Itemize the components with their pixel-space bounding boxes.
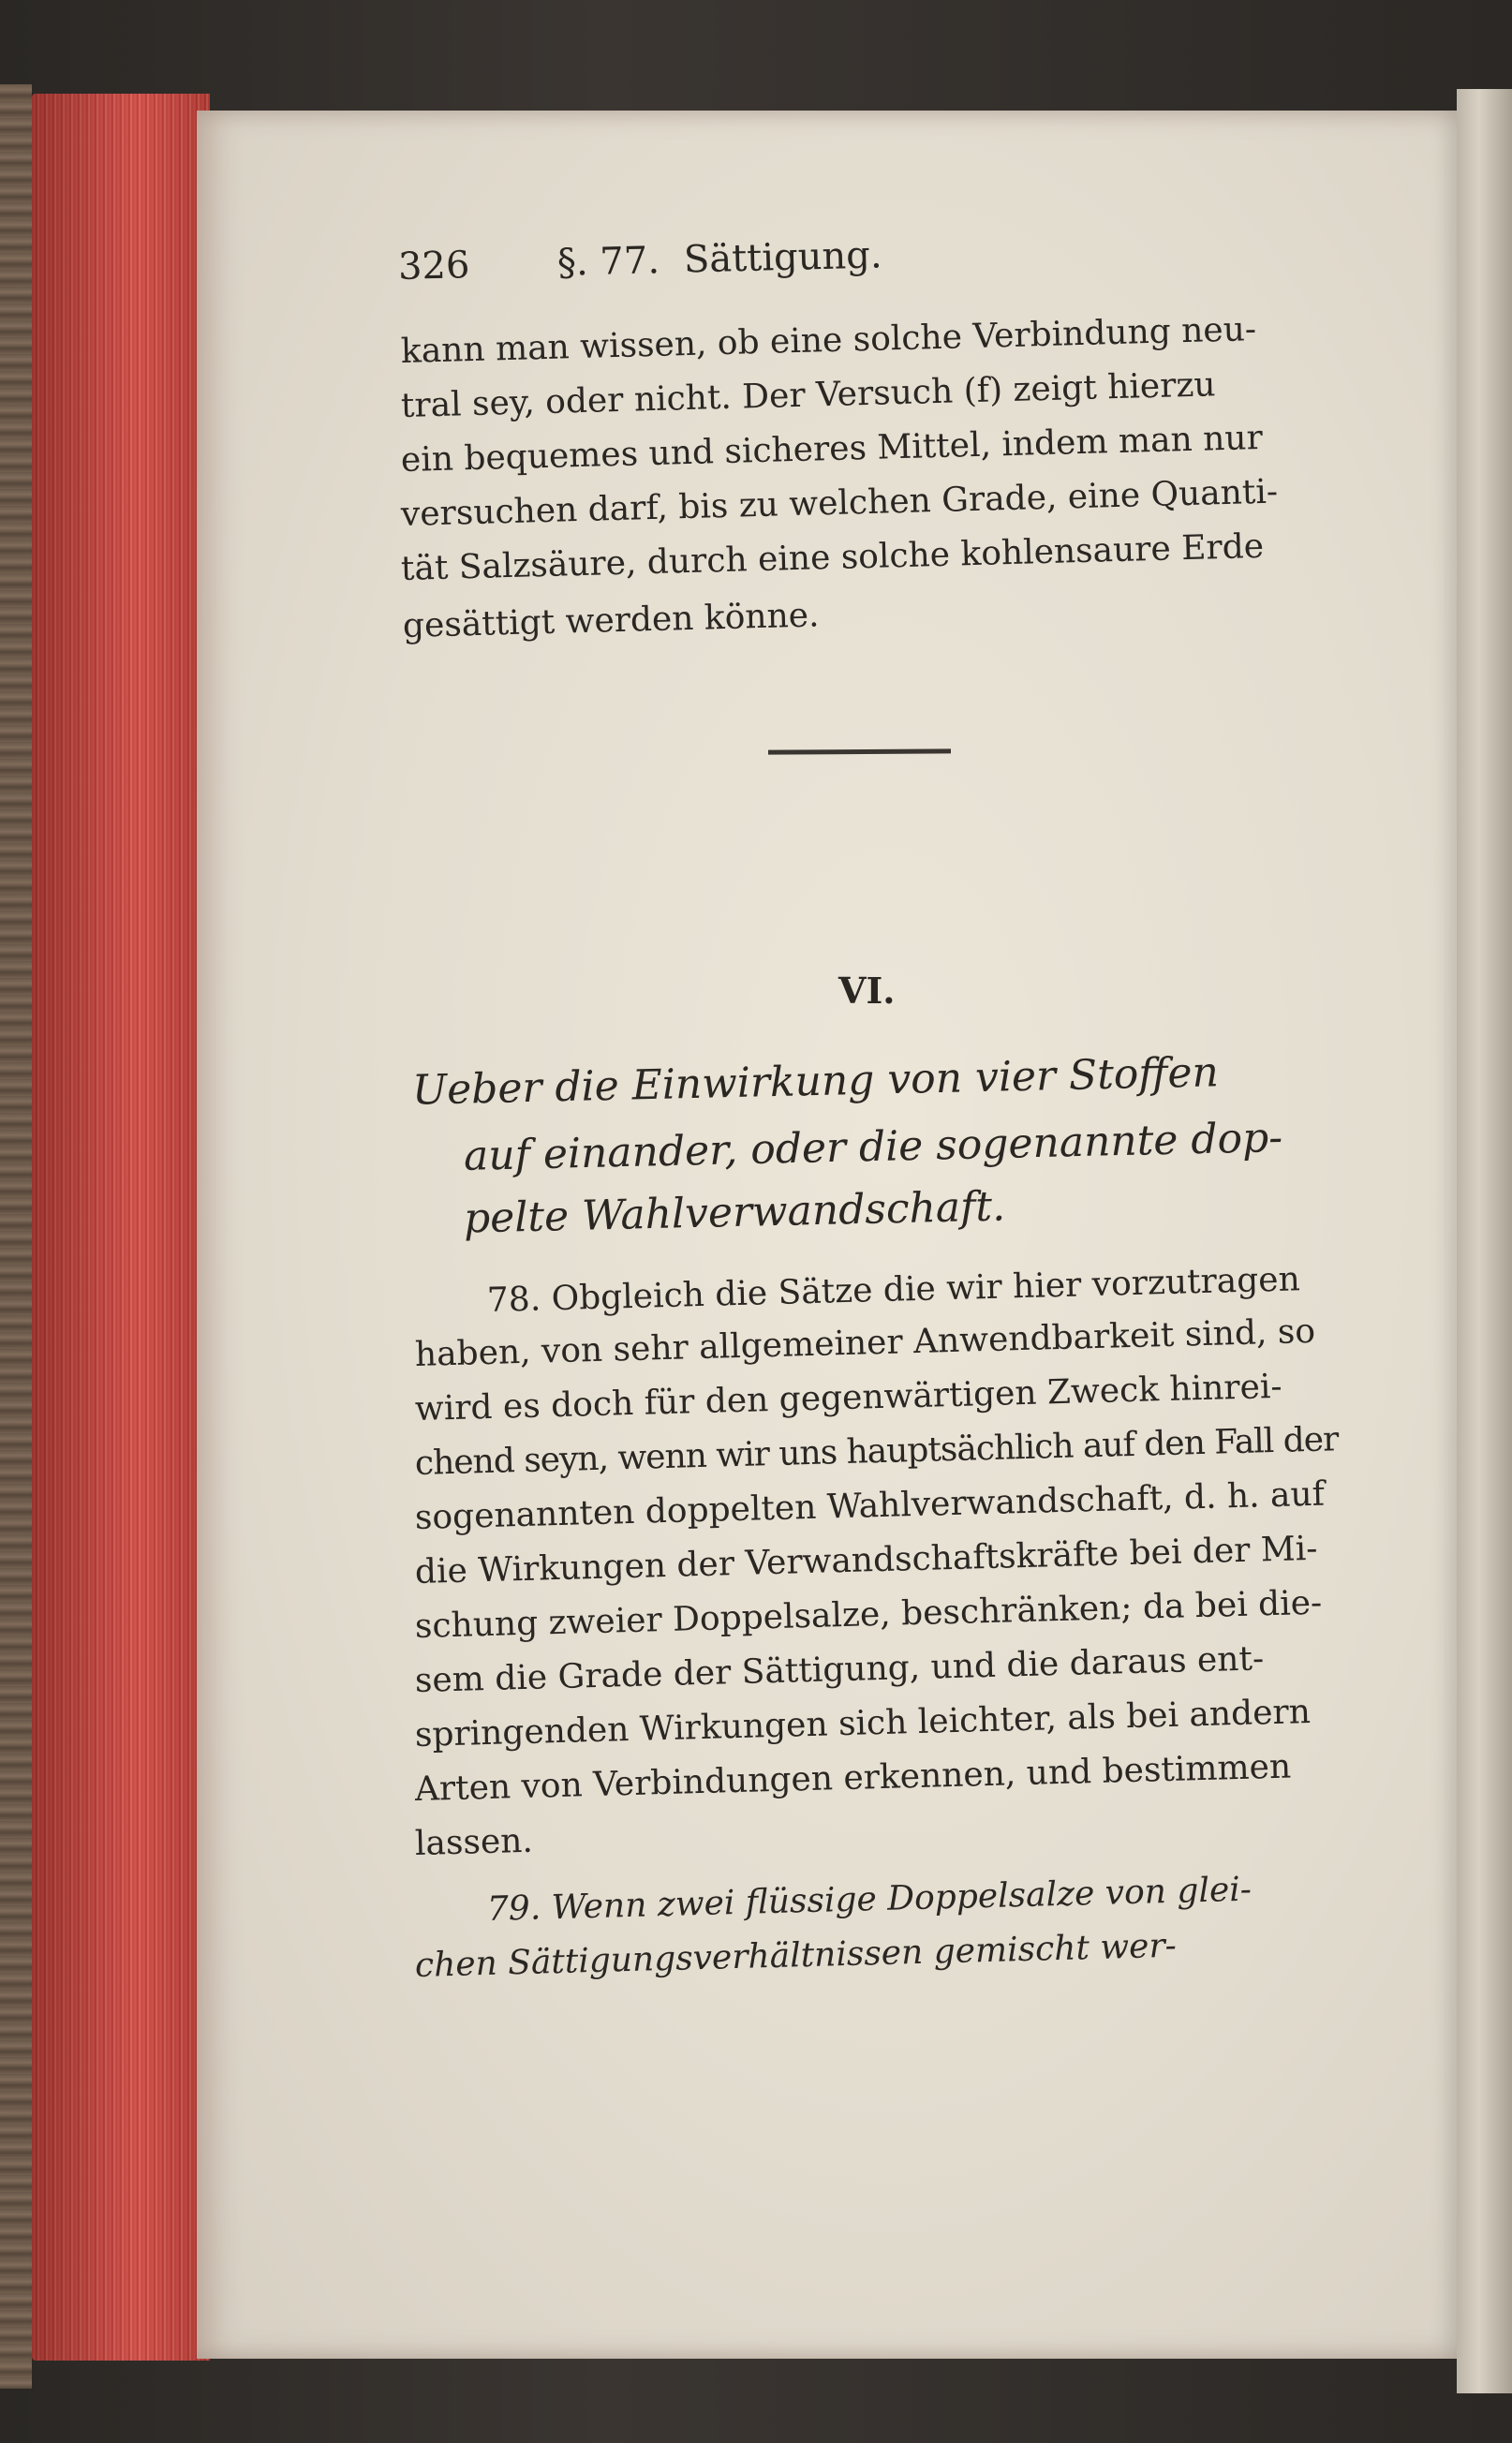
running-head-section: §. 77. <box>556 239 660 285</box>
text-line: chend seyn, wenn wir uns hauptsächlich auf den Fall der <box>414 1420 1339 1483</box>
text-line: Arten von Verbindungen erkennen, und bestimmen <box>414 1747 1292 1809</box>
text-line: haben, von sehr allgemeiner Anwendbarkeit sind, so <box>414 1311 1316 1374</box>
section-number: VI. <box>838 970 896 1012</box>
text-line: ein bequemes und sicheres Mittel, indem man nur <box>400 418 1264 480</box>
text-line: die Wirkungen der Verwandschaftskräfte bei der Mi- <box>414 1529 1318 1592</box>
text-line: 79. Wenn zwei flüssige Doppelsalze von glei- <box>486 1870 1253 1929</box>
section-title-line: auf einander, oder die sogenannte dop- <box>463 1114 1283 1180</box>
text-line: springenden Wirkungen sich leichter, als bei andern <box>414 1692 1312 1755</box>
text-line: chen Sättigungsverhältnissen gemischt wer- <box>414 1926 1178 1985</box>
text-line: kann man wissen, ob eine solche Verbindung neu- <box>400 310 1257 371</box>
facing-page-edge <box>1457 89 1512 2393</box>
page-number: 326 <box>397 244 470 289</box>
red-page-edges <box>32 94 210 2361</box>
text-line: versuchen darf, bis zu welchen Grade, eine Quanti- <box>400 472 1279 534</box>
text-line: tral sey, oder nicht. Der Versuch (f) zeigt hierzu <box>400 365 1217 425</box>
text-line: sogenannten doppelten Wahlverwandschaft, d. h. auf <box>414 1474 1326 1537</box>
text-line: sem die Grade der Sättigung, und die daraus ent- <box>414 1639 1265 1700</box>
text-line: gesättigt werden könne. <box>402 596 820 645</box>
section-title-line: Ueber die Einwirkung von vier Stoffen <box>411 1048 1220 1115</box>
section-title-line: pelte Wahlverwandschaft. <box>463 1182 1006 1243</box>
text-line: lassen. <box>414 1821 534 1863</box>
text-line: 78. Obgleich die Sätze die wir hier vorzutragen <box>486 1260 1301 1320</box>
text-line: wird es doch für den gegenwärtigen Zweck hinrei- <box>414 1367 1283 1429</box>
running-head-title: Sättigung. <box>683 233 883 282</box>
text-line: tät Salzsäure, durch eine solche kohlensaure Erde <box>400 526 1265 588</box>
book-spine <box>0 84 32 2389</box>
text-line: schung zweier Doppelsalze, beschränken; da bei die- <box>414 1583 1323 1646</box>
